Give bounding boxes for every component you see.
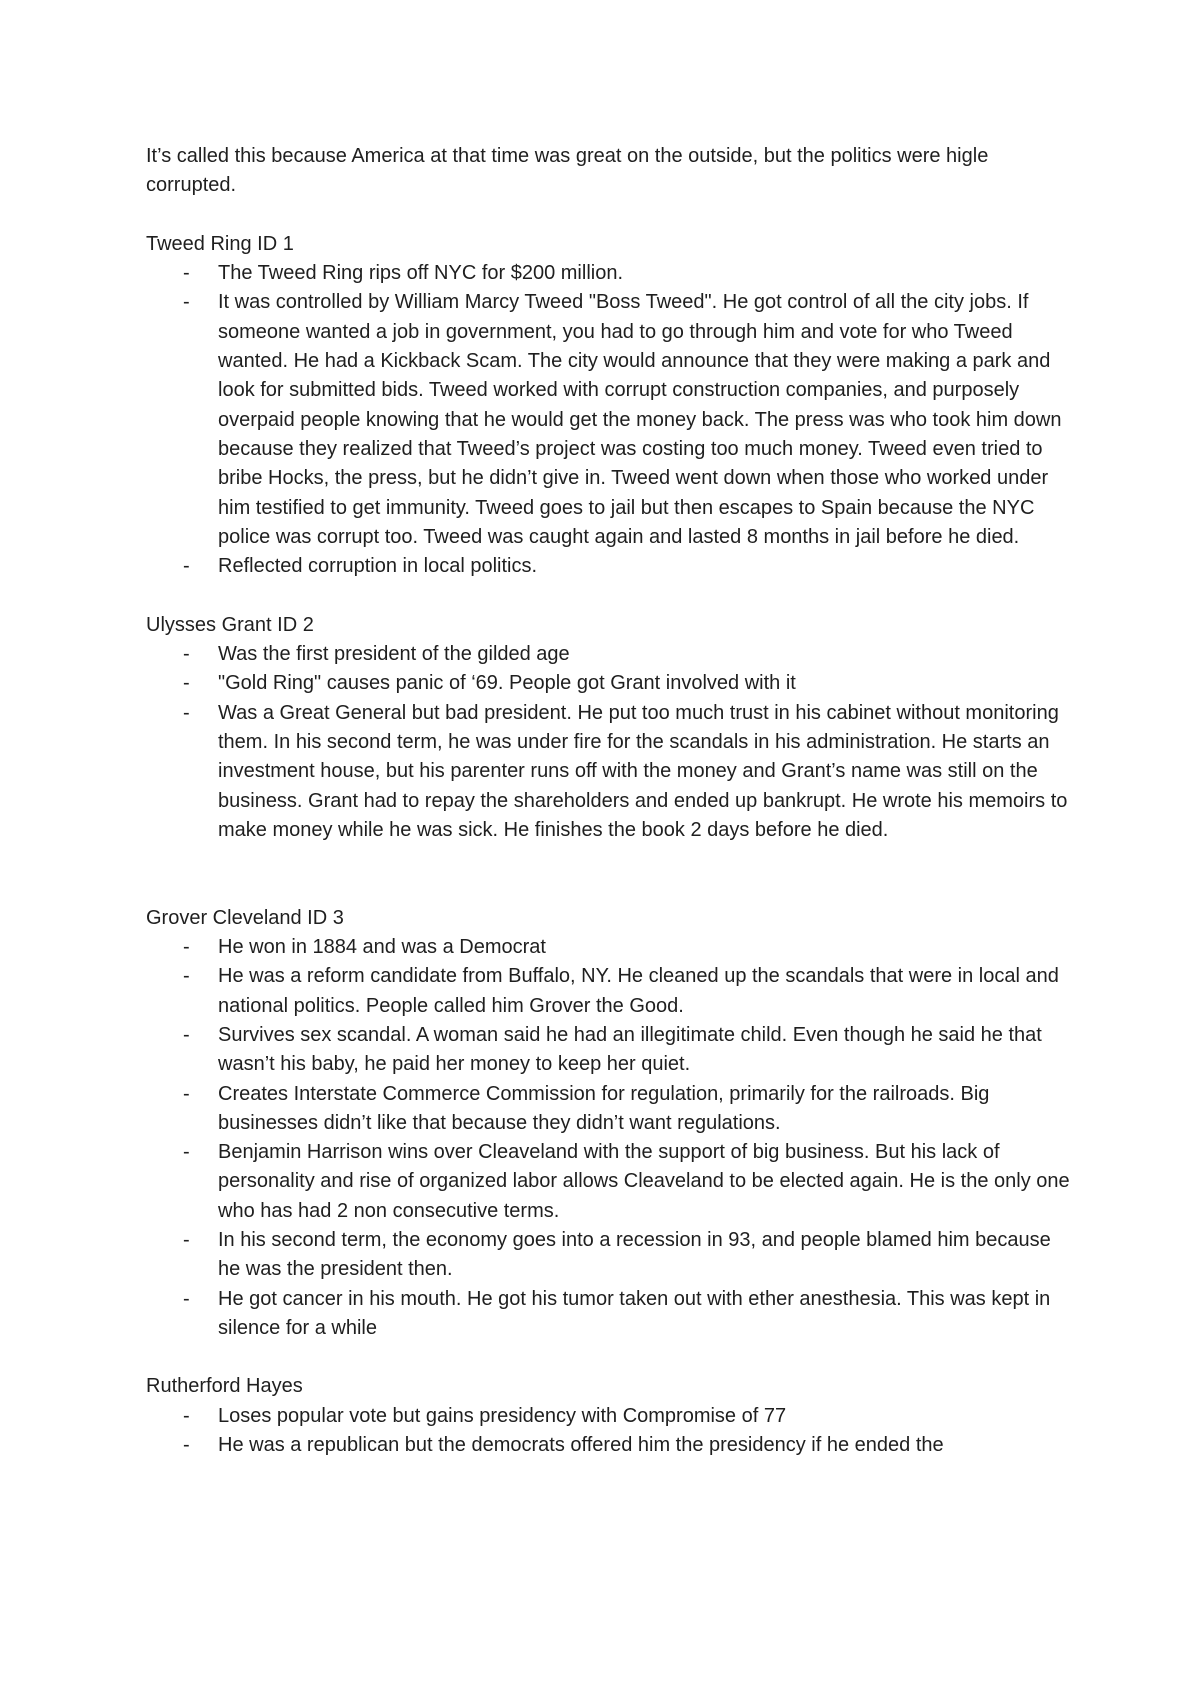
list-item (146, 552, 1071, 581)
list-item (146, 1226, 1071, 1285)
list-item-text: He got cancer in his mouth. He got his tumor taken out with ether anesthesia. This was kept in silence for a while (218, 1287, 1051, 1339)
list-item-text: Survives sex scandal. A woman said he had an illegitimate child. Even though he said he that wasn’t his baby, he paid her money to keep her quiet. (218, 1023, 1042, 1076)
blank-line (146, 874, 1071, 903)
list-item-text: He won in 1884 and was a Democrat (218, 936, 546, 959)
list-item-text: He was a reform candidate from Buffalo, NY. He cleaned up the scandals that were in local and national politics. People called him Grover the Good. (218, 965, 1059, 1017)
bullet-dash: - (183, 643, 190, 666)
list-item (146, 699, 1071, 845)
list-item (146, 1431, 1071, 1460)
bullet-list (146, 1402, 1071, 1461)
bullet-dash: - (183, 965, 190, 988)
bullet-dash: - (183, 1082, 190, 1105)
bullet-dash: - (183, 701, 190, 724)
bullet-dash: - (183, 1434, 190, 1457)
section-heading: Rutherford Hayes (146, 1375, 303, 1398)
document-body (146, 142, 1071, 1460)
bullet-dash: - (183, 672, 190, 695)
bullet-dash: - (183, 1287, 190, 1310)
bullet-list (146, 259, 1071, 581)
list-item-text: "Gold Ring" causes panic of ‘69. People got Grant involved with it (218, 672, 796, 695)
bullet-dash: - (183, 936, 190, 959)
list-item-text: Reflected corruption in local politics. (218, 555, 538, 578)
list-item-text: In his second term, the economy goes into a recession in 93, and people blamed him because he was the president then. (218, 1228, 1051, 1281)
bullet-dash: - (183, 555, 190, 578)
bullet-dash: - (183, 291, 190, 314)
bullet-dash: - (183, 1404, 190, 1427)
list-item-text: Loses popular vote but gains presidency with Compromise of 77 (218, 1404, 787, 1427)
list-item (146, 288, 1071, 552)
list-item (146, 1138, 1071, 1226)
blank-line (146, 845, 1071, 874)
list-item (146, 1285, 1071, 1344)
list-item-text: Creates Interstate Commerce Commission for regulation, primarily for the railroads. Big businesses didn’t like that because they didn’t want regulations. (218, 1082, 990, 1134)
list-item (146, 1080, 1071, 1139)
list-item-text: Benjamin Harrison wins over Cleaveland with the support of big business. But his lack of personality and rise of organized labor allows Cleaveland to be elected again. He is the only one who has had 2 non consecutive terms. (218, 1141, 1070, 1222)
bullet-dash: - (183, 1228, 190, 1251)
section-heading: Ulysses Grant ID 2 (146, 613, 314, 636)
list-item (146, 933, 1071, 962)
list-item (146, 259, 1071, 288)
section-rutherford-hayes (146, 1372, 1071, 1460)
section-ulysses-grant (146, 611, 1071, 904)
intro-paragraph: It’s called this because America at that time was great on the outside, but the politics were higle corrupted. (146, 145, 989, 197)
section-tweed-ring (146, 230, 1071, 582)
section-grover-cleveland (146, 904, 1071, 1343)
list-item-text: It was controlled by William Marcy Tweed "Boss Tweed". He got control of all the city jobs. If someone wanted a job in government, you had to go through him and vote for who Tweed wanted. He had a Kickback Scam. The city would announce that they were making a park and look for submitted bids. Tweed worked with corrupt construction companies, and purposely overpaid people knowing that he would get the money back. The press was who took him down because they realized that Tweed’s project was costing too much money. Tweed even tried to bribe Hocks, the press, but he didn’t give in. Tweed went down when those who worked under him testified to get immunity. Tweed goes to jail but then escapes to Spain because the NYC police was corrupt too. Tweed was caught again and lasted 8 months in jail before he died. (218, 291, 1062, 548)
bullet-dash: - (183, 1141, 190, 1164)
section-heading: Tweed Ring ID 1 (146, 232, 294, 255)
bullet-list (146, 933, 1071, 1343)
list-item-text: Was a Great General but bad president. He put too much trust in his cabinet without monitoring them. In his second term, he was under fire for the scandals in his administration. He starts an investment house, but his parenter runs off with the money and Grant’s name was still on the business. Grant had to repay the shareholders and ended up bankrupt. He wrote his memoirs to make money while he was sick. He finishes the book 2 days before he died. (218, 701, 1068, 841)
list-item (146, 1402, 1071, 1431)
bullet-dash: - (183, 1023, 190, 1046)
list-item (146, 962, 1071, 1021)
bullet-dash: - (183, 262, 190, 285)
list-item-text: Was the first president of the gilded age (218, 643, 570, 666)
list-item (146, 669, 1071, 698)
list-item-text: He was a republican but the democrats offered him the presidency if he ended the (218, 1434, 944, 1457)
list-item (146, 640, 1071, 669)
bullet-list (146, 640, 1071, 845)
list-item-text: The Tweed Ring rips off NYC for $200 million. (218, 262, 624, 285)
section-heading: Grover Cleveland ID 3 (146, 906, 344, 929)
list-item (146, 1021, 1071, 1080)
